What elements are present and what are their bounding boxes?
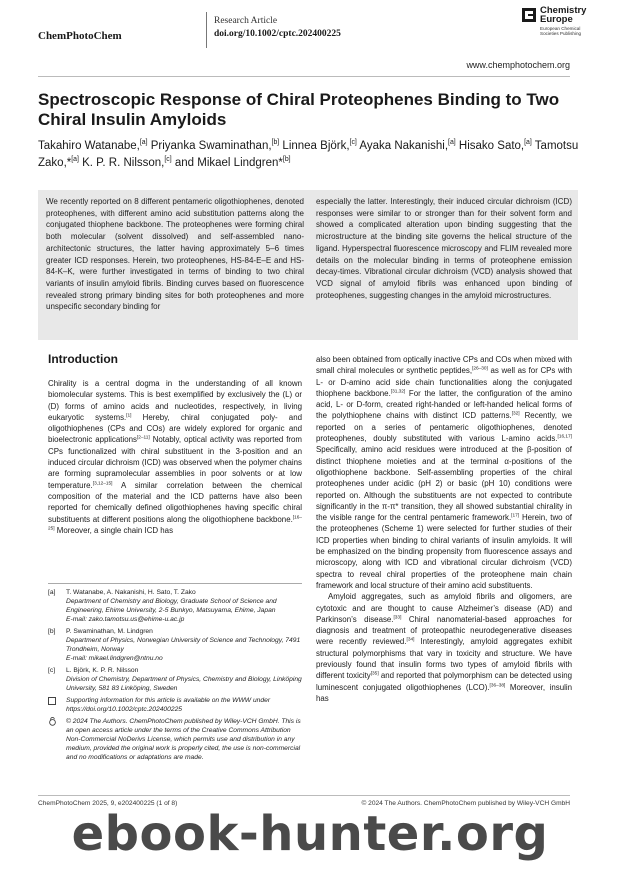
affiliation-marker: [c] (349, 139, 357, 147)
footer-citation: ChemPhotoChem 2025, 9, e202400225 (1 of 8) (38, 800, 178, 807)
affiliation-department: Department of Physics, Norwegian University of Science and Technology, 7491 Trondheim, Norway (66, 637, 301, 653)
header-rule (38, 76, 570, 77)
affiliation-entry (48, 666, 306, 693)
body-right-column (316, 354, 572, 704)
affiliation-department: Division of Chemistry, Department of Physics, Chemistry and Biology, Linköping University, 581 83 Linköping, Sweden (66, 676, 302, 692)
article-title: Spectroscopic Response of Chiral Proteophenes Binding to Two Chiral Insulin Amyloids (38, 90, 560, 129)
affiliation-marker: [a] (71, 156, 79, 164)
header-divider (206, 12, 207, 48)
abstract-right: especially the latter. Interestingly, their induced circular dichroism (ICD) responses were similar to or stronger than for their solvent form and showed a complicated alteration upon binding suggesting that the microstructure at the binding site governs the helical structure of the ligand. Hyperspectral fluorescence microscopy and FLIM revealed more details on the molecular binding in terms of proteophene emission decay-times. Vibrational circular dichroism (VCD) analysis showed that VCD signal of amyloid fibrils was enhanced upon binding of proteophenes, suggesting changes in the amyloid microstructures. (316, 197, 572, 300)
doi-link[interactable]: doi.org/10.1002/cptc.202400225 (214, 29, 341, 39)
publisher-sub-line2: Societies Publishing (540, 31, 582, 36)
footer-rule (38, 795, 570, 796)
left-paragraph: Chirality is a central dogma in the understanding of all known biomolecular systems. This is best exemplified by exclusively the (L) or (D) forms of amino acids and nucleotides, respectively, in living eukaryotic systems.[1] Hereby, chiral conjugated poly- and oligothiophenes (CPs and COs) are widely explored for organic and bioelectronic applications[2–11] Notably, optical activity was reported from CPs functionalized with chiral substituent in the 3-position and an induced circular dichroism (ICD) was observed when the polymer chains are forming supramolecular assemblies in poor solvents or at low temperature.[3,12–15] A similar correlation between the chemical composition of the material and the ICD patterns have also been reported for chemically defined oligothiophenes having specific chiral substituents at different positions along the oligothiophene backbone.[16–25] Moreover, a single chain ICD has (48, 379, 302, 535)
citation-ref[interactable]: [2–11] (136, 435, 150, 441)
supporting-info (48, 696, 306, 714)
affiliation-department: Department of Chemistry and Biology, Graduate School of Science and Engineering, Ehime University, 2-5 Bunkyo, Matsuyama, Ehime, Japan (66, 598, 277, 614)
citation-ref[interactable]: [1] (126, 413, 132, 419)
affiliation-names: T. Watanabe, A. Nakanishi, H. Sato, T. Zako (66, 589, 196, 596)
affiliation-email[interactable]: E-mail: mikael.lindgren@ntnu.no (66, 655, 163, 662)
abstract-left: We recently reported on 8 different pentameric oligothiophenes, denoted proteophenes, with different amino acid substitution patterns along the conjugated thiophene backbone. The proteophenes were forming chiral both molecular (solvent dissolved) and self-assembled nano-architectonic structures, the latter having approximately 5–6 times greater ICD responses. Herein, two proteophenes, HS-84-E–E and HS-84-K–K, were further investigated in terms of binding to two chiral variants of insulin amyloid fibrils. Binding curves based on fluorescence revealed strong primary binding sites for both proteophenes and more unspecific secondary binding for (46, 197, 304, 312)
citation-ref[interactable]: [35] (370, 671, 379, 677)
citation-ref[interactable]: [16,17] (557, 434, 572, 440)
affiliation-tag: [b] (48, 628, 56, 635)
publisher-subtitle (540, 26, 581, 36)
footer-copyright: © 2024 The Authors. ChemPhotoChem published by Wiley-VCH GmbH (361, 800, 570, 807)
citation-ref[interactable]: [31,32] (390, 389, 406, 395)
affiliation-entry (48, 588, 306, 624)
citation-ref[interactable]: [36–38] (489, 682, 506, 688)
affiliations (48, 588, 306, 765)
affiliation-marker: [b] (282, 156, 291, 164)
citation-ref[interactable]: [16–25] (48, 514, 302, 532)
supporting-info-text[interactable]: Supporting information for this article is available on the WWW under https://doi.org/10.1002/cptc.202400225 (66, 697, 271, 713)
body-left-column (48, 378, 302, 536)
affiliation-marker: [a] (448, 139, 456, 147)
affiliation-marker: [b] (271, 139, 280, 147)
right-paragraph: also been obtained from optically inactive CPs and COs when mixed with small chiral molecules or synthetic peptides,[26–30] as well as for CPs with L- or D-amino acid side chain functionalities along the conjugated thiophene backbone.[31,32] For the latter, the configuration of the amino acid, L- or D-form, created right-handed or left-handed helical forms of the polythiophene chains with distinct ICD patterns.[32] Recently, we reported on a series of pentameric oligothiophenes, denoted proteophenes, doubly substituted with various L-amino acids.[16,17] Specifically, amino acid residues were introduced at the β-position of distinct thiophene moieties and at the terminal α-positions of the oligothiophene backbone. Self-assembling properties of the chiral proteophenes under acidic (pH 2) or basic (pH 10) conditions were reported on. Although the substituents are not expected to contribute significantly in the π-π* transition, they all showed substantial chirality in the visible range for the central pentameric framework.[17] Herein, two of the proteophenes (Scheme 1) were selected for further studies of their ICD properties when binding to chiral variants of insulin amyloids. It will be emphasized on the binding propensity from fluorescence assays and microscopy, along with ICD and vibrational circular dichroism (VCD) spectra to reveal chiral properties of the proteophene main chain framework and local structure of their amino acid substituents. (316, 355, 573, 590)
author-name: Priyanka Swaminathan,[b] (150, 139, 280, 152)
license-notice (48, 717, 306, 762)
watermark: ebook-hunter.org (71, 806, 549, 862)
affiliation-marker: [c] (164, 156, 172, 164)
license-text: © 2024 The Authors. ChemPhotoChem published by Wiley-VCH GmbH. This is an open access article under the terms of the Creative Commons Attribution Non-Commercial NoDerivs License, which permits use and distribution in any medium, provided the original work is properly cited, the use is non-commercial and no modifications or adaptations are made. (66, 718, 301, 761)
affiliation-email[interactable]: E-mail: zako.tamotsu.us@ehime-u.ac.jp (66, 616, 185, 623)
affiliation-tag: [c] (48, 667, 56, 674)
journal-name: ChemPhotoChem (38, 30, 122, 42)
affiliation-names: L. Björk, K. P. R. Nilsson (66, 667, 139, 674)
citation-ref[interactable]: [3,12–15] (92, 481, 113, 487)
right-paragraph: Amyloid aggregates, such as amyloid fibrils and oligomers, are cytotoxic and are thought to cause Alzheimer’s disease (AD) and Parkinson’s disease.[33] Chiral nanomaterial-based approaches for diagnosis and treatment of proteopathic neurodegenerative diseases were recently reviewed.[34] Interestingly, amyloid aggregates exhibit structural polymorphisms that vary in toxicity and structure. We have previously found that insulin forms two types of amyloid fibrils with different toxicity[35] and reported that polymorphism can be detected using luminescent conjugated oligothiophenes (LCO).[36–38] Moreover, insulin has (316, 592, 573, 703)
affiliation-rule (48, 583, 302, 584)
document-icon (48, 697, 56, 705)
section-heading-introduction: Introduction (48, 352, 118, 366)
publisher-name-line2: Europe (540, 14, 573, 25)
affiliation-names: P. Swaminathan, M. Lindgren (66, 628, 153, 635)
affiliation-entry (48, 627, 306, 663)
citation-ref[interactable]: [32] (511, 411, 520, 417)
open-access-icon (48, 717, 57, 726)
publisher-name-line1: Chemistry (540, 5, 587, 16)
publisher-name (540, 6, 586, 24)
citation-ref[interactable]: [34] (406, 637, 415, 643)
chemistry-europe-logo-icon (522, 8, 536, 22)
author-list (38, 138, 583, 172)
citation-ref[interactable]: [26–30] (472, 366, 488, 372)
author-name: Tamotsu Zako,*[a] (38, 140, 579, 169)
author-name: Linnea Björk,[c] (282, 139, 357, 152)
publisher-sub-line1: European Chemical (540, 26, 581, 31)
article-type: Research Article (214, 16, 278, 26)
author-name: K. P. R. Nilsson,[c] (82, 156, 172, 169)
author-name: Takahiro Watanabe,[a] (38, 139, 148, 152)
affiliation-marker: [a] (524, 139, 532, 147)
citation-ref[interactable]: [33] (393, 615, 402, 621)
website-link[interactable]: www.chemphotochem.org (466, 60, 570, 70)
author-name: Ayaka Nakanishi,[a] (359, 139, 456, 152)
author-name: and Mikael Lindgren*[b] (174, 156, 291, 169)
author-name: Hisako Sato,[a] (458, 139, 532, 152)
affiliation-tag: [a] (48, 589, 56, 596)
citation-ref[interactable]: [17] (511, 513, 520, 519)
affiliation-marker: [a] (139, 139, 148, 147)
